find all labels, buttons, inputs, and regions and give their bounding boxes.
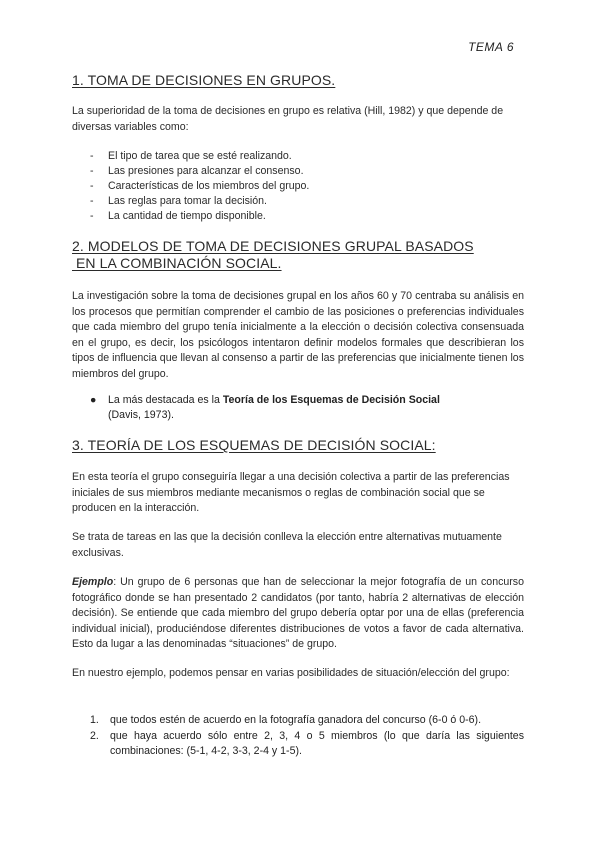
list-item: - Características de los miembros del grupo. bbox=[90, 179, 309, 194]
section-3-paragraph-4: En nuestro ejemplo, podemos pensar en varias posibilidades de situación/elección del grupo: bbox=[72, 667, 510, 679]
example-text: : Un grupo de 6 personas que han de seleccionar la mejor fotografía de un concurso fotográfico donde se han presentado 2 candidatos (por tanto, habría 2 alternativas de elección decisión). Se entiende que cada miembro del grupo debería optar por una de ellas (preferencia individual inicial), produciéndose diferentes distribuciones de votos a favor de cada alternativa. Esto da lugar a las denominadas “situaciones” de grupo. bbox=[72, 576, 524, 650]
item-text: que haya acuerdo sólo entre 2, 3, 4 o 5 miembros (lo que daría las siguientes combinaciones: (5-1, 4-2, 3-3, 2-4 y 1-5). bbox=[110, 729, 524, 757]
item-number: 1. bbox=[90, 714, 99, 726]
list-item bbox=[90, 713, 524, 729]
item-number: 2. bbox=[90, 729, 99, 742]
list-item: - La cantidad de tiempo disponible. bbox=[90, 209, 309, 224]
example-label: Ejemplo bbox=[72, 576, 114, 588]
example-paragraph bbox=[72, 575, 524, 653]
item-text: que todos estén de acuerdo en la fotografía ganadora del concurso (6-0 ó 0-6). bbox=[110, 714, 482, 726]
variables-list bbox=[90, 149, 309, 224]
section-3-paragraph-2: Se trata de tareas en las que la decisión conlleva la elección entre alternativas mutuamente exclusivas. bbox=[72, 531, 502, 559]
bullet-prefix: La más destacada es la bbox=[108, 394, 223, 406]
section-1-intro-line-1: La superioridad de la toma de decisiones en grupo es relativa (Hill, 1982) y que depende de bbox=[72, 105, 504, 117]
section-1-intro-line-2: diversas variables como: bbox=[72, 120, 189, 133]
section-3-title: 3. TEORÍA DE LOS ESQUEMAS DE DECISIÓN SOCIAL: bbox=[72, 437, 436, 453]
list-item: - Las presiones para alcanzar el consenso. bbox=[90, 164, 309, 179]
section-2-title-line-2: EN LA COMBINACIÓN SOCIAL. bbox=[72, 255, 282, 271]
section-2-title-line-1: 2. MODELOS DE TOMA DE DECISIONES GRUPAL BASADOS bbox=[72, 238, 474, 254]
section-2-title bbox=[72, 238, 474, 272]
list-item: - Las reglas para tomar la decisión. bbox=[90, 194, 309, 209]
bullet-suffix: (Davis, 1973). bbox=[108, 409, 174, 421]
section-1-intro bbox=[72, 104, 542, 135]
list-item: - El tipo de tarea que se esté realizando. bbox=[90, 149, 309, 164]
bullet-dot: ● bbox=[90, 394, 97, 406]
page-label: TEMA 6 bbox=[468, 40, 514, 54]
section-2-paragraph: La investigación sobre la toma de decisiones grupal en los años 60 y 70 centraba su análisis en los procesos que permitían comprender el cambio de las posiciones o preferencias individuales que cada miembro del grupo tenía inicialmente a la elección o decisión colectiva consensuada en el grupo, es decir, los psicólogos intentaron definir modelos formales que describieran los tipos de influencia que llevan al consenso a partir de las preferencias que inicialmente tienen los miembros del grupo. bbox=[72, 290, 524, 380]
section-3-paragraph-1: En esta teoría el grupo conseguiría llegar a una decisión colectiva a partir de las preferencias iniciales de sus miembros mediante mecanismos o reglas de combinación social que se producen en la interacción. bbox=[72, 471, 510, 514]
list-item bbox=[90, 729, 524, 760]
section-1-title: 1. TOMA DE DECISIONES EN GRUPOS. bbox=[72, 72, 336, 88]
bullet-bold-theory: Teoría de los Esquemas de Decisión Social bbox=[222, 394, 440, 406]
situations-list bbox=[90, 713, 524, 760]
